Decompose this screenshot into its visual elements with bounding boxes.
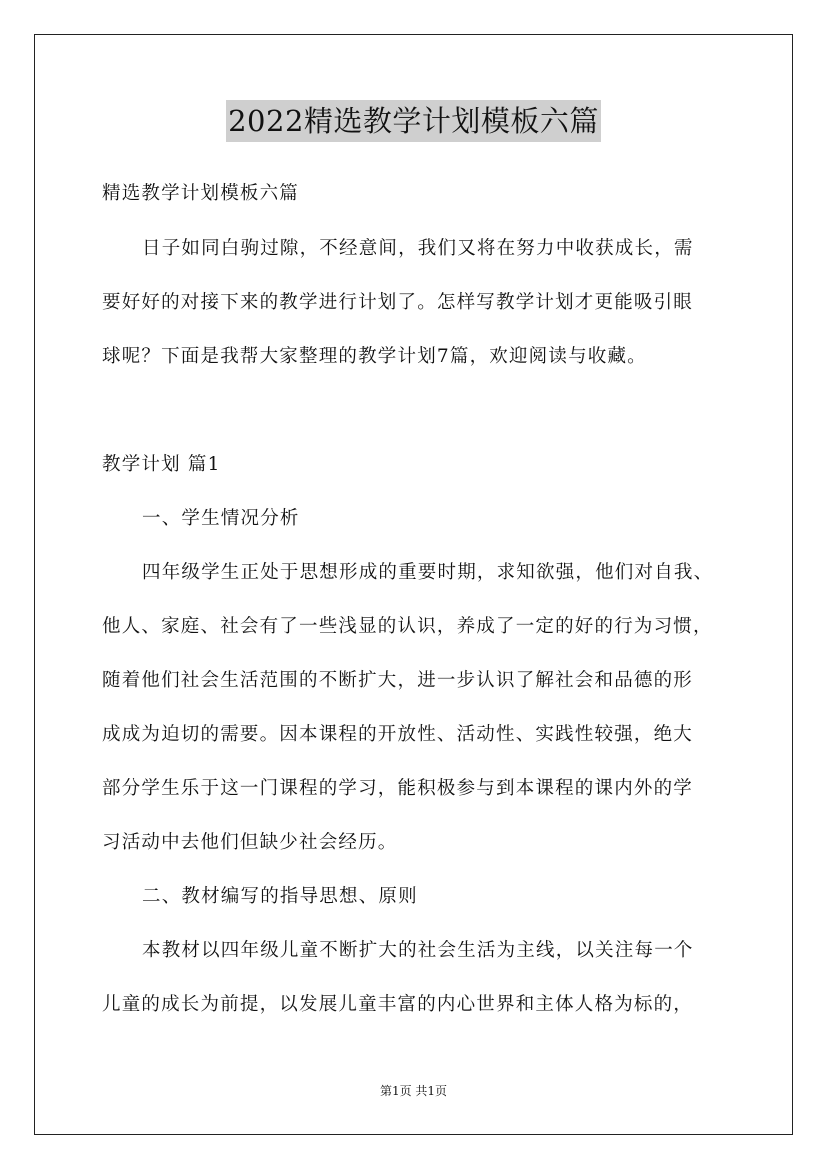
intro-line: 日子如同白驹过隙，不经意间，我们又将在努力中收获成长，需 bbox=[142, 238, 694, 259]
part1-heading: 一、学生情况分析 bbox=[142, 508, 300, 529]
part1-line: 他人、家庭、社会有了一些浅显的认识，养成了一定的好的行为习惯， bbox=[102, 616, 713, 637]
page-footer: 第1页 共1页 bbox=[379, 1084, 448, 1098]
part2-line: 儿童的成长为前提，以发展儿童丰富的内心世界和主体人格为标的， bbox=[102, 994, 694, 1015]
intro-line: 球呢？下面是我帮大家整理的教学计划7篇，欢迎阅读与收藏。 bbox=[102, 346, 647, 367]
part1-line: 四年级学生正处于思想形成的重要时期，求知欲强，他们对自我、 bbox=[142, 562, 714, 583]
title-container bbox=[0, 100, 827, 142]
part1-line: 部分学生乐于这一门课程的学习，能积极参与到本课程的课内外的学 bbox=[102, 778, 694, 799]
part1-line: 习活动中去他们但缺少社会经历。 bbox=[102, 832, 398, 853]
intro-line: 要好好的对接下来的教学进行计划了。怎样写教学计划才更能吸引眼 bbox=[102, 292, 694, 313]
document-title: 2022精选教学计划模板六篇 bbox=[226, 100, 601, 142]
part1-line: 成成为迫切的需要。因本课程的开放性、活动性、实践性较强，绝大 bbox=[102, 724, 694, 745]
section-heading: 教学计划 篇1 bbox=[102, 454, 221, 475]
part2-line: 本教材以四年级儿童不断扩大的社会生活为主线，以关注每一个 bbox=[142, 940, 694, 961]
part2-heading: 二、教材编写的指导思想、原则 bbox=[142, 886, 418, 907]
part1-line: 随着他们社会生活范围的不断扩大，进一步认识了解社会和品德的形 bbox=[102, 670, 694, 691]
document-subtitle: 精选教学计划模板六篇 bbox=[102, 183, 300, 204]
